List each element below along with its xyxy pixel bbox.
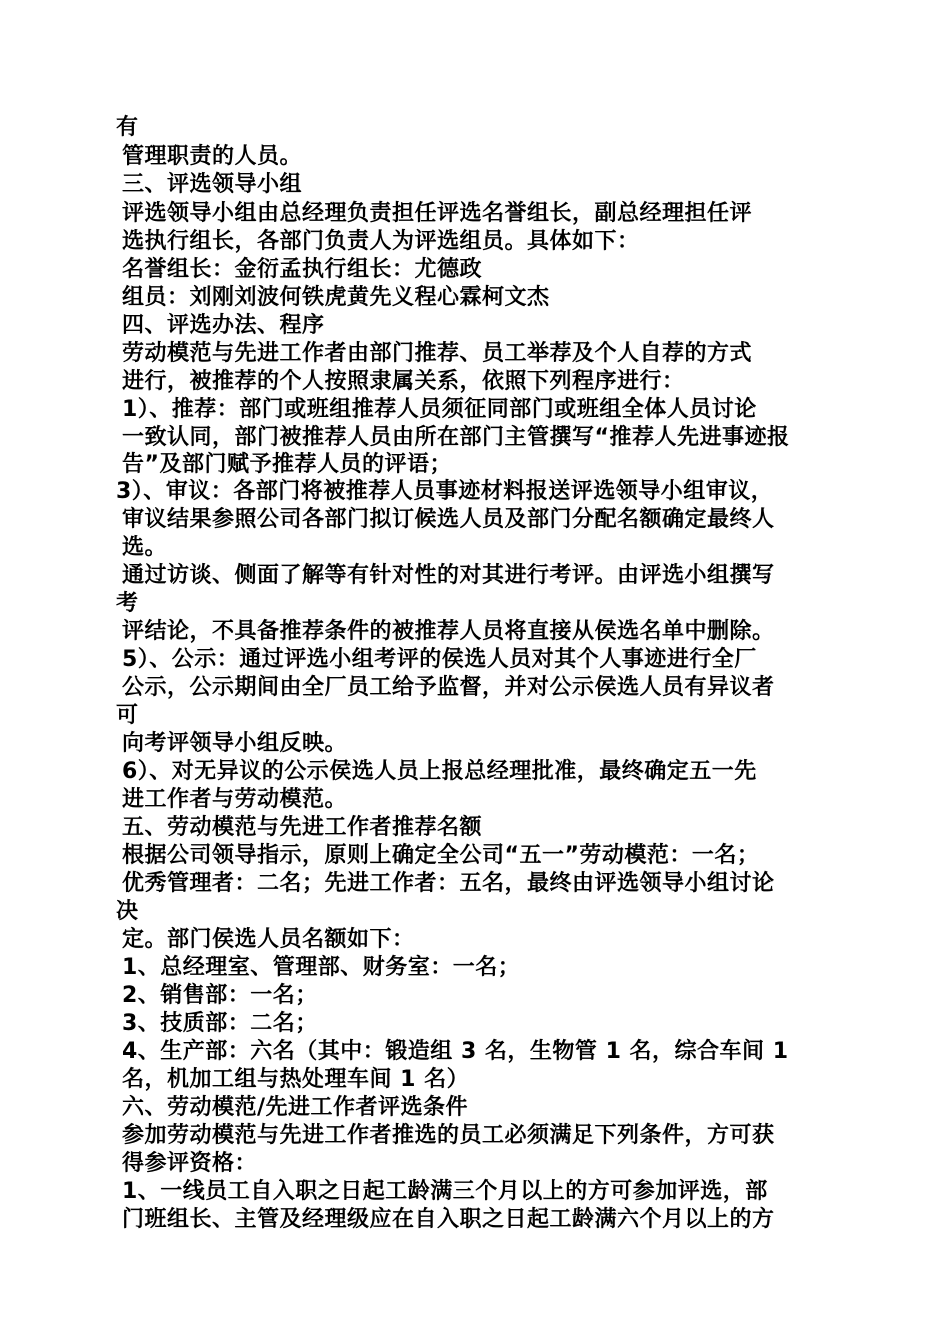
text-line: 选。 [122, 535, 168, 560]
text-line: 名誉组长：金衍孟执行组长：尤德政 [122, 257, 483, 282]
text-line: 评选领导小组由总经理负责担任评选名誉组长，副总经理担任评 [122, 201, 753, 226]
text-line: 有 [116, 115, 139, 140]
text-line: 审议结果参照公司各部门拟订候选人员及部门分配名额确定最终人 [122, 507, 775, 532]
text-line: 决 [116, 899, 139, 924]
text-line: 2、销售部：一名； [122, 983, 318, 1008]
text-line: 1、总经理室、管理部、财务室：一名； [122, 955, 521, 980]
text-line: 管理职责的人员。 [122, 144, 303, 169]
text-line: 评结论，不具备推荐条件的被推荐人员将直接从侯选名单中删除。 [122, 619, 775, 644]
text-line: 劳动模范与先进工作者由部门推荐、员工举荐及个人自荐的方式 [122, 341, 753, 366]
text-line: 进行，被推荐的个人按照隶属关系，依照下列程序进行： [122, 369, 685, 394]
text-line: 4、生产部：六名（其中：锻造组 3 名，生物管 1 名，综合车间 1 [122, 1039, 789, 1064]
text-line: 选执行组长，各部门负责人为评选组员。具体如下： [122, 229, 640, 254]
text-line: 考 [116, 591, 139, 616]
text-line: 1）、推荐：部门或班组推荐人员须征同部门或班组全体人员讨论 [122, 397, 757, 422]
text-line: 可 [116, 703, 139, 728]
text-line: 1、一线员工自入职之日起工龄满三个月以上的方可参加评选，部 [122, 1179, 768, 1204]
text-line: 四、评选办法、程序 [122, 313, 325, 338]
text-line: 门班组长、主管及经理级应在自入职之日起工龄满六个月以上的方 [122, 1207, 775, 1232]
text-line: 6）、对无异议的公示侯选人员上报总经理批准，最终确定五一先 [122, 759, 757, 784]
text-line: 组员：刘刚刘波何铁虎黄先义程心霖柯文杰 [122, 285, 550, 310]
text-line: 3）、审议：各部门将被推荐人员事迹材料报送评选领导小组审议， [116, 479, 774, 504]
text-line: 告”及部门赋予推荐人员的评语； [122, 452, 452, 477]
text-line: 根据公司领导指示，原则上确定全公司“五一”劳动模范：一名； [122, 843, 760, 868]
text-line: 得参评资格： [122, 1151, 258, 1176]
text-line: 一致认同，部门被推荐人员由所在部门主管撰写“推荐人先进事迹报 [122, 425, 790, 450]
text-line: 向考评领导小组反映。 [122, 731, 348, 756]
text-line: 参加劳动模范与先进工作者推选的员工必须满足下列条件，方可获 [122, 1123, 775, 1148]
text-line: 名，机加工组与热处理车间 1 名） [122, 1067, 470, 1092]
text-line: 三、评选领导小组 [122, 172, 303, 197]
text-line: 公示，公示期间由全厂员工给予监督，并对公示侯选人员有异议者 [122, 675, 775, 700]
text-line: 优秀管理者：二名；先进工作者：五名，最终由评选领导小组讨论 [122, 871, 775, 896]
text-line: 3、技质部：二名； [122, 1011, 318, 1036]
text-line: 定。部门侯选人员名额如下： [122, 927, 415, 952]
text-line: 五、劳动模范与先进工作者推荐名额 [122, 815, 483, 840]
text-line: 进工作者与劳动模范。 [122, 787, 348, 812]
text-line: 通过访谈、侧面了解等有针对性的对其进行考评。由评选小组撰写 [122, 563, 775, 588]
text-line: 六、劳动模范/先进工作者评选条件 [122, 1095, 469, 1120]
text-line: 5）、公示：通过评选小组考评的侯选人员对其个人事迹进行全厂 [122, 647, 757, 672]
